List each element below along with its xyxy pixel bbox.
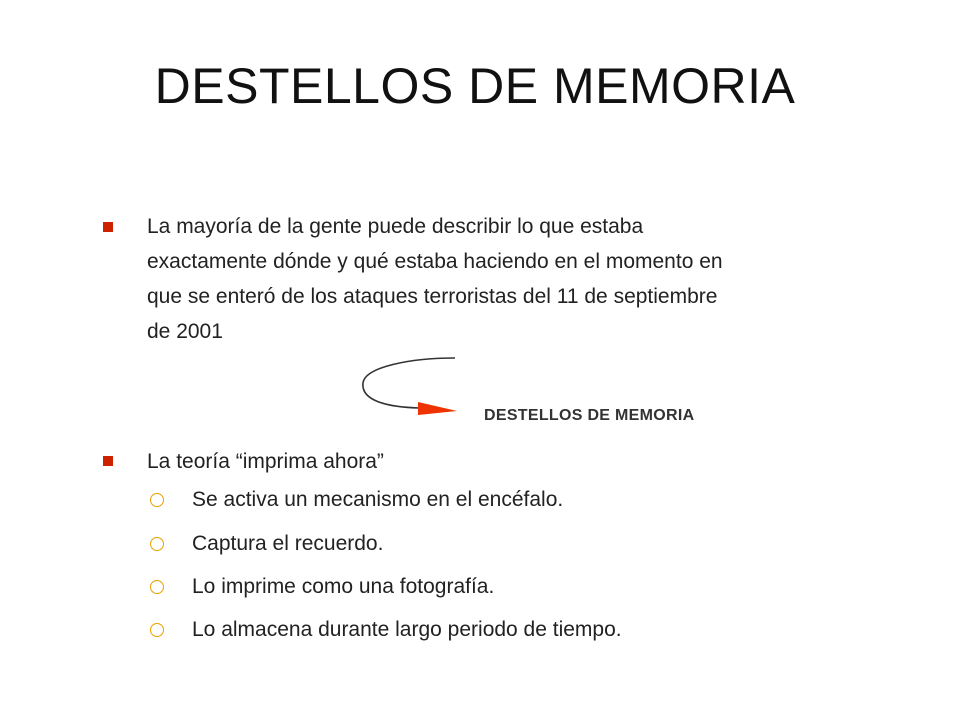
paragraph-line: exactamente dónde y qué estaba haciendo en el momento en: [147, 250, 723, 273]
paragraph-line: que se enteró de los ataques terroristas del 11 de septiembre: [147, 285, 718, 308]
slide-title: DESTELLOS DE MEMORIA: [154, 58, 796, 114]
paragraph-line: de 2001: [147, 320, 223, 343]
bullet-label-2: La teoría “imprima ahora”: [147, 450, 384, 473]
arrow-curve: [363, 358, 455, 408]
ring-bullet-icon: [150, 623, 164, 637]
ring-bullet-icon: [150, 537, 164, 551]
bullet-paragraph-1: [147, 209, 887, 349]
square-bullet-icon: [103, 222, 113, 232]
callout-label: DESTELLOS DE MEMORIA: [484, 407, 695, 424]
arrow-head: [418, 402, 457, 415]
ring-bullet-icon: [150, 493, 164, 507]
sub-item: Captura el recuerdo.: [192, 532, 384, 555]
ring-bullet-icon: [150, 580, 164, 594]
square-bullet-icon: [103, 456, 113, 466]
paragraph-line: La mayoría de la gente puede describir lo que estaba: [147, 215, 644, 238]
sub-item: Lo almacena durante largo periodo de tiempo.: [192, 618, 622, 641]
sub-item: Se activa un mecanismo en el encéfalo.: [192, 488, 564, 511]
sub-item: Lo imprime como una fotografía.: [192, 575, 495, 598]
curved-arrow-icon: [355, 355, 485, 425]
